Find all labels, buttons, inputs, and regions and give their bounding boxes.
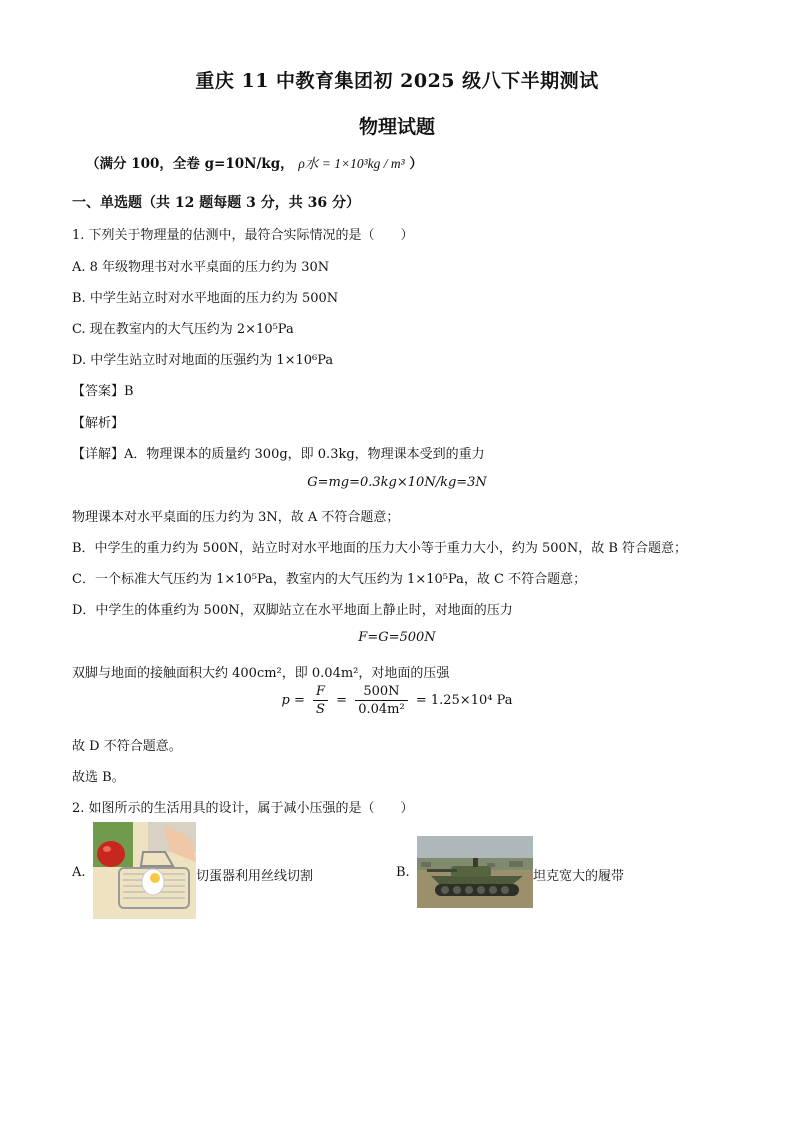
formula-gravity-text: G=mg=0.3kg×10N/kg=3N — [307, 475, 487, 490]
exam-info — [86, 152, 423, 172]
tank-photo-icon — [417, 836, 533, 908]
detail-c: C．一个标准大气压约为 1×10⁵Pa，教室内的大气压约为 1×10⁵Pa，故 C 不符合题意； — [72, 572, 587, 587]
question-2-option-a-text: 切蛋器利用丝线切割 — [196, 869, 314, 884]
fraction-values — [355, 684, 407, 717]
egg-slicer-photo-icon — [93, 822, 196, 919]
question-2-option-a-letter: A. — [72, 865, 86, 880]
detail-b: B．中学生的重力约为 500N，站立时对水平地面的压力大小等于重力大小，约为 500N，故 B 符合题意； — [72, 541, 688, 556]
exam-title: 重庆 11 中教育集团初 2025 级八下半期测试 — [195, 70, 599, 92]
question-1-option-c: C. 现在教室内的大气压约为 2×10⁵Pa — [72, 322, 294, 337]
info-density: ρ水 = 1×10³kg / m³ — [298, 156, 405, 171]
detail-d-3: 故 D 不符合题意。 — [72, 739, 182, 754]
question-1-option-b: B. 中学生站立时对水平地面的压力约为 500N — [72, 291, 339, 306]
question-1-stem: 1. 下列关于物理量的估测中，最符合实际情况的是（ ） — [72, 228, 414, 243]
formula-p-eq: = — [336, 693, 348, 708]
detail-d: D．中学生的体重约为 500N，双脚站立在水平地面上静止时，对地面的压力 — [72, 603, 513, 618]
answer-label: 【答案】B — [72, 384, 134, 399]
question-1-option-d: D. 中学生站立时对地面的压强约为 1×10⁶Pa — [72, 353, 334, 368]
question-2-stem: 2. 如图所示的生活用具的设计，属于减小压强的是（ ） — [72, 801, 414, 816]
formula-p-lhs: p = — [281, 693, 305, 708]
info-prefix: （满分 100，全卷 g=10N/kg， — [86, 156, 294, 172]
question-2-option-b-text: 坦克宽大的履带 — [533, 869, 625, 884]
detail-a: 【详解】A．物理课本的质量约 300g，即 0.3kg，物理课本受到的重力 — [72, 447, 485, 462]
section-heading: 一、单选题（共 12 题每题 3 分，共 36 分） — [72, 195, 360, 211]
fraction-s: S — [316, 702, 325, 717]
conclusion: 故选 B。 — [72, 770, 125, 785]
detail-a-2: 物理课本对水平桌面的压力约为 3N，故 A 不符合题意； — [72, 510, 400, 525]
question-2-option-b-letter: B. — [396, 865, 410, 880]
fraction-f-over-s — [313, 684, 328, 717]
formula-force — [0, 630, 794, 645]
fraction-f: F — [313, 684, 328, 701]
subject-title: 物理试题 — [358, 116, 435, 138]
info-suffix: ） — [409, 156, 423, 172]
formula-pressure — [0, 684, 794, 717]
formula-force-text: F=G=500N — [358, 630, 436, 645]
formula-p-rhs: = 1.25×10⁴ Pa — [415, 693, 513, 708]
analysis-label: 【解析】 — [72, 416, 125, 431]
detail-d-2: 双脚与地面的接触面积大约 400cm²，即 0.04m²，对地面的压强 — [72, 666, 450, 681]
fraction-500n: 500N — [355, 684, 407, 701]
formula-gravity — [0, 475, 794, 490]
fraction-area: 0.04m² — [358, 702, 405, 717]
question-1-option-a: A. 8 年级物理书对水平桌面的压力约为 30N — [72, 260, 330, 275]
